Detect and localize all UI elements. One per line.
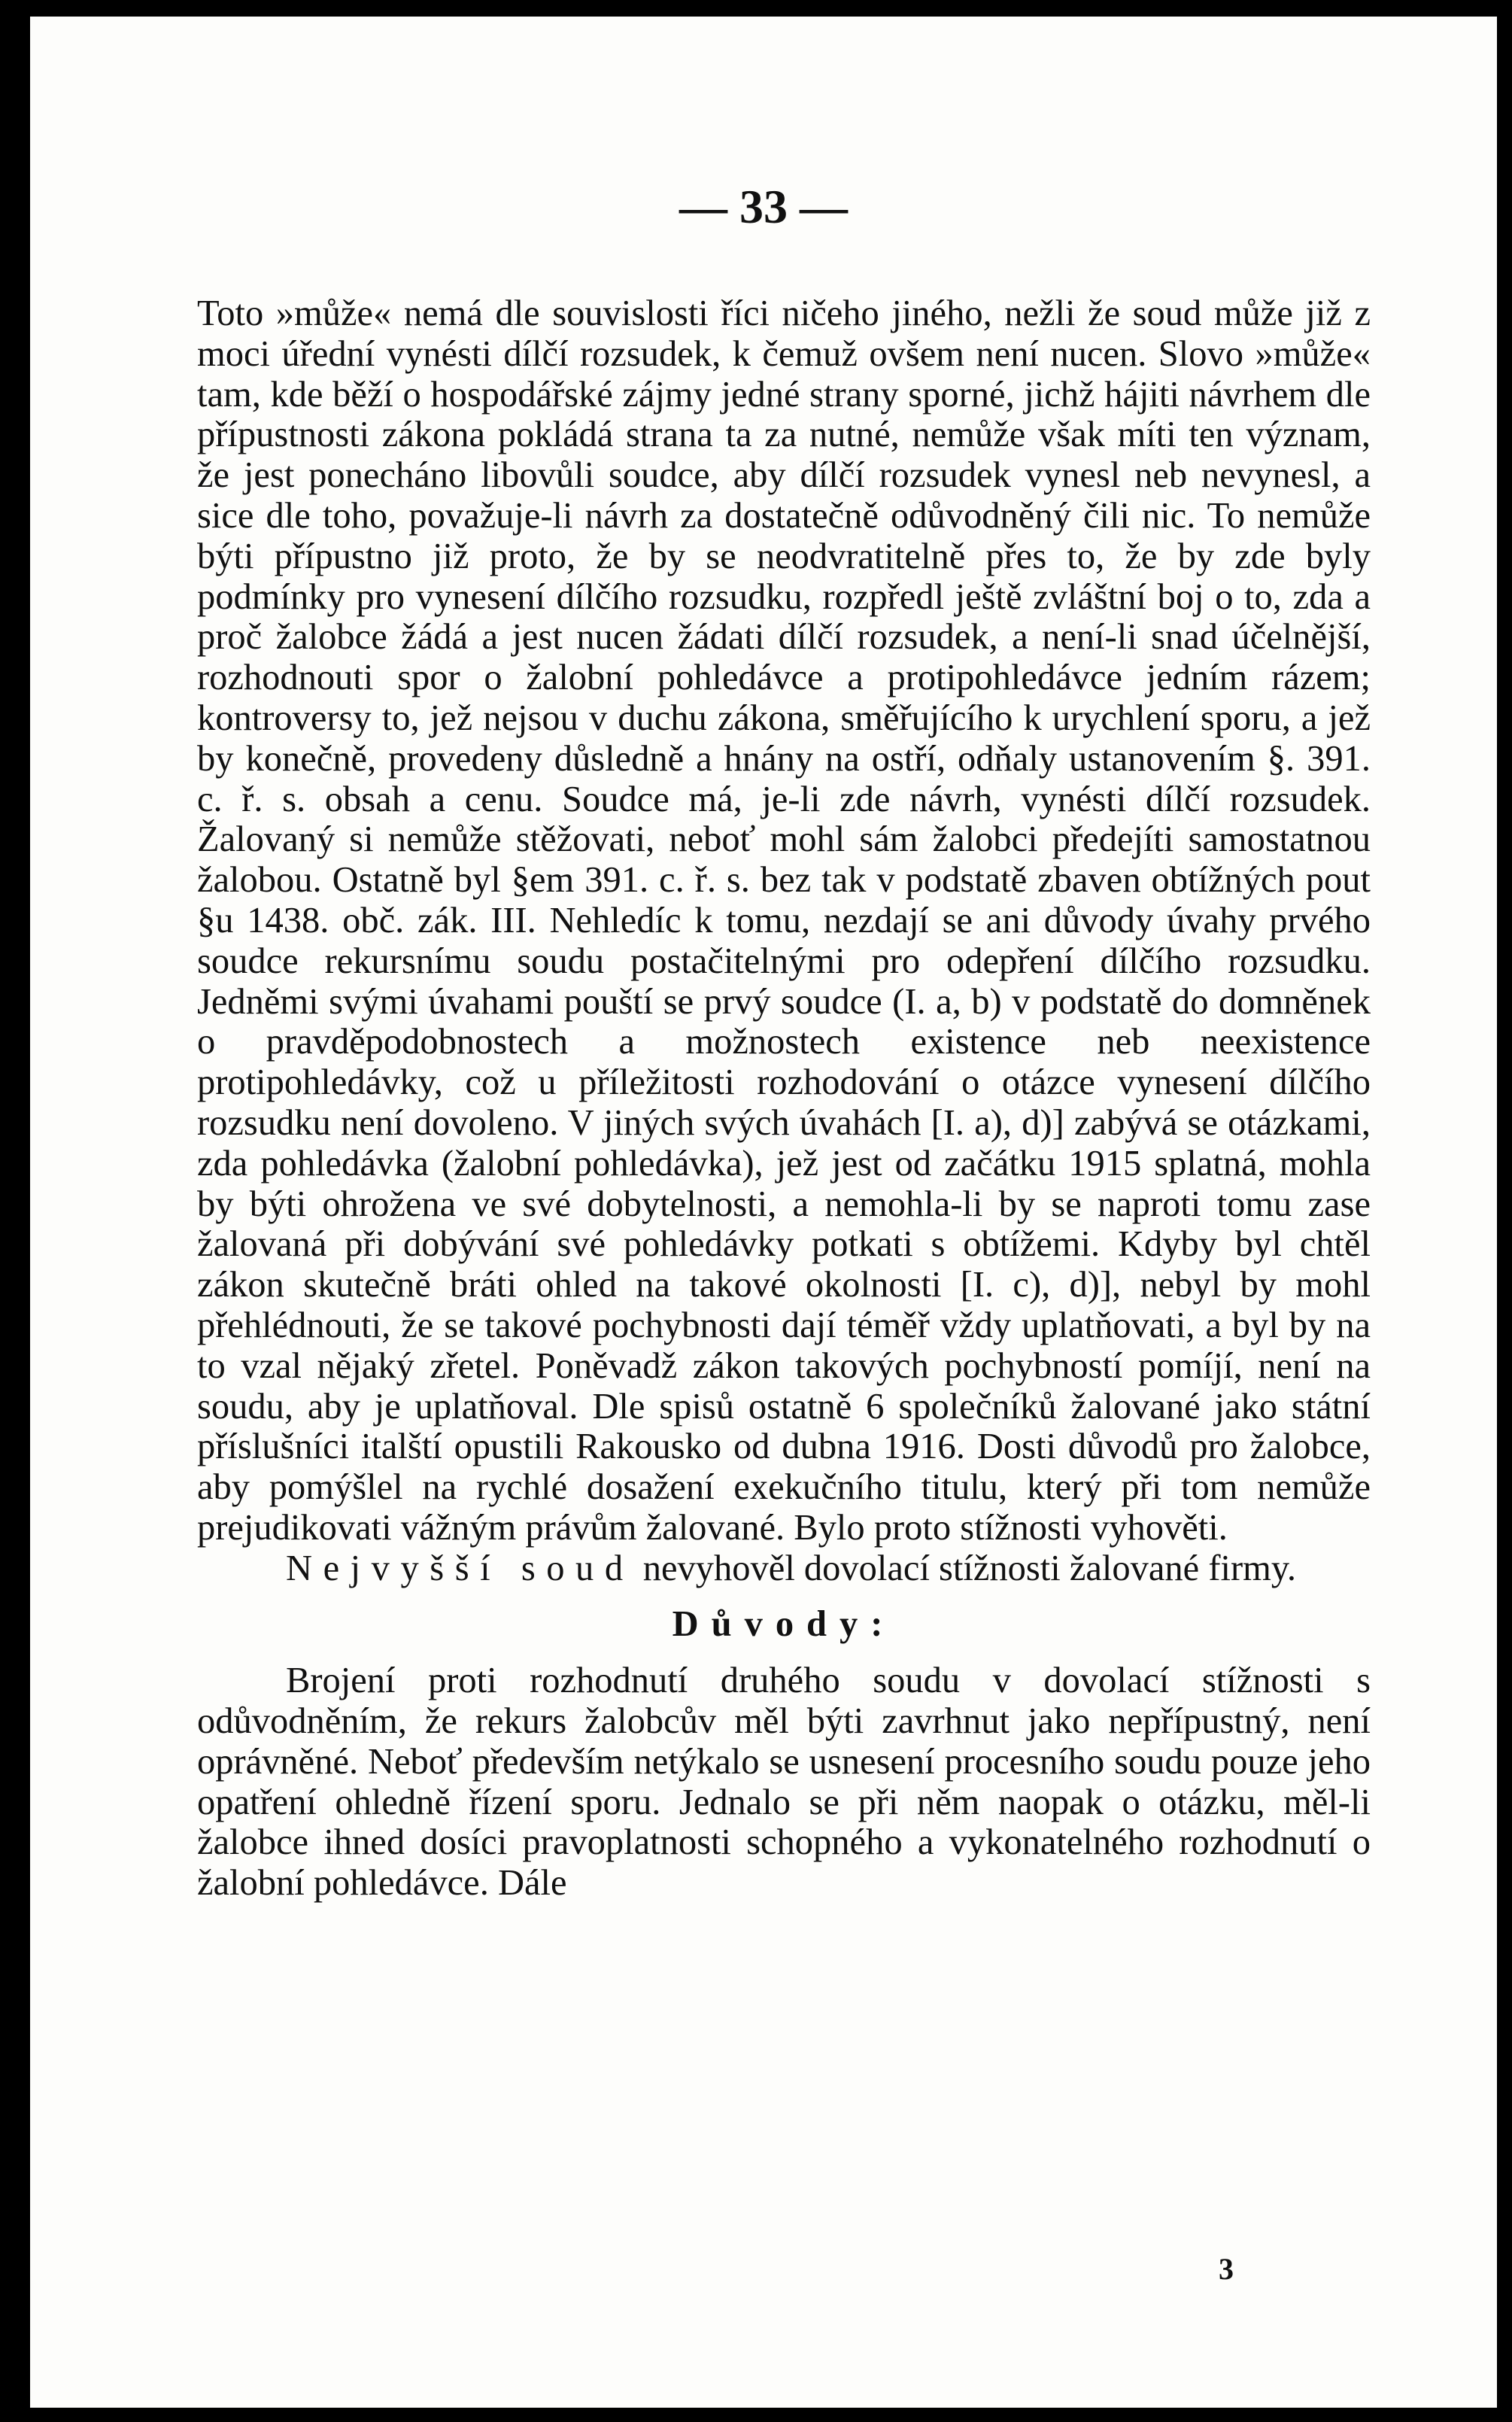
paragraph-2	[197, 1548, 1371, 1589]
section-heading: Důvody:	[672, 1603, 896, 1644]
paragraph-3: Brojení proti rozhodnutí druhého soudu v dovolací stížnosti s odůvodněním, že rekurs žalobcův měl býti zavrhnut jako nepřípustný, není oprávněné. Neboť především netýkalo se usnesení procesního soudu pouze jeho opatření ohledně řízení sporu. Jednalo se při něm naopak o otázku, měl-li žalobce ihned dosíci pravoplatnosti schopného a vykonatelného rozhodnutí o žalobní pohledávce. Dále	[197, 1661, 1371, 1904]
paragraph-1: Toto »může« nemá dle souvislosti říci ničeho jiného, nežli že soud může již z moci úřední vynésti dílčí rozsudek, k čemuž ovšem není nucen. Slovo »může« tam, kde běží o hospodářské zájmy jedné strany sporné, jichž hájiti návrhem dle přípustnosti zákona pokládá strana ta za nutné, nemůže však míti ten význam, že jest ponecháno libovůli soudce, aby dílčí rozsudek vynesl neb nevynesl, a sice dle toho, považuje-li návrh za dostatečně odůvodněný čili nic. To nemůže býti přípustno již proto, že by se neodvratitelně přes to, že by zde byly podmínky pro vynesení dílčího rozsudku, rozpředl ještě zvláštní boj o to, zda a proč žalobce žádá a jest nucen žádati dílčí rozsudek, a není-li snad účelnější, rozhodnouti spor o žalobní pohledávce a protipohledávce jedním rázem; kontroversy to, jež nejsou v duchu zákona, směřujícího k urychlení sporu, a jež by konečně, provedeny důsledně a hnány na ostří, odňaly ustanovením §. 391. c. ř. s. obsah a cenu. Soudce má, je-li zde návrh, vynésti dílčí rozsudek. Žalovaný si nemůže stěžovati, neboť mohl sám žalobci předejíti samostatnou žalobou. Ostatně byl §em 391. c. ř. s. bez tak v podstatě zbaven obtížných pout §u 1438. obč. zák. III. Nehledíc k tomu, nezdají se ani důvody úvahy prvého soudce rekursnímu soudu postačitelnými pro odepření dílčího rozsudku. Jedněmi svými úvahami pouští se prvý soudce (I. a, b) v podstatě do domněnek o pravděpodobnostech a možnostech existence neb neexistence protipohledávky, což u příležitosti rozhodování o otázce vynesení dílčího rozsudku není dovoleno. V jiných svých úvahách [I. a), d)] zabývá se otázkami, zda pohledávka (žalobní pohledávka), jež jest od začátku 1915 splatná, mohla by býti ohrožena ve své dobytelnosti, a nemohla-li by se naproti tomu zase žalovaná při dobývání své pohledávky potkati s obtížemi. Kdyby byl chtěl zákon skutečně bráti ohled na takové okolnosti [I. c), d)], nebyl by mohl přehlédnouti, že se takové pochybnosti dají téměř vždy uplatňovati, a byl by na to vzal nějaký zřetel. Poněvadž zákon takových pochybností pomíjí, není na soudu, aby je uplatňoval. Dle spisů ostatně 6 společníků žalované jako státní příslušníci italští opustili Rakousko od dubna 1916. Dosti důvodů pro žalobce, aby pomýšlel na rychlé dosažení exekučního titulu, který při tom nemůže prejudikovati vážným právům žalované. Bylo proto stížnosti vyhověti.	[197, 293, 1371, 1548]
page-header: — 33 —	[679, 180, 848, 233]
body-text	[197, 293, 1371, 1904]
book-page	[30, 17, 1497, 2408]
paragraph-2-rest: nevyhověl dovolací stížnosti žalované firmy.	[633, 1548, 1297, 1588]
court-name: Nejvyšší soud	[286, 1548, 634, 1588]
page-signature: 3	[1219, 2252, 1234, 2286]
